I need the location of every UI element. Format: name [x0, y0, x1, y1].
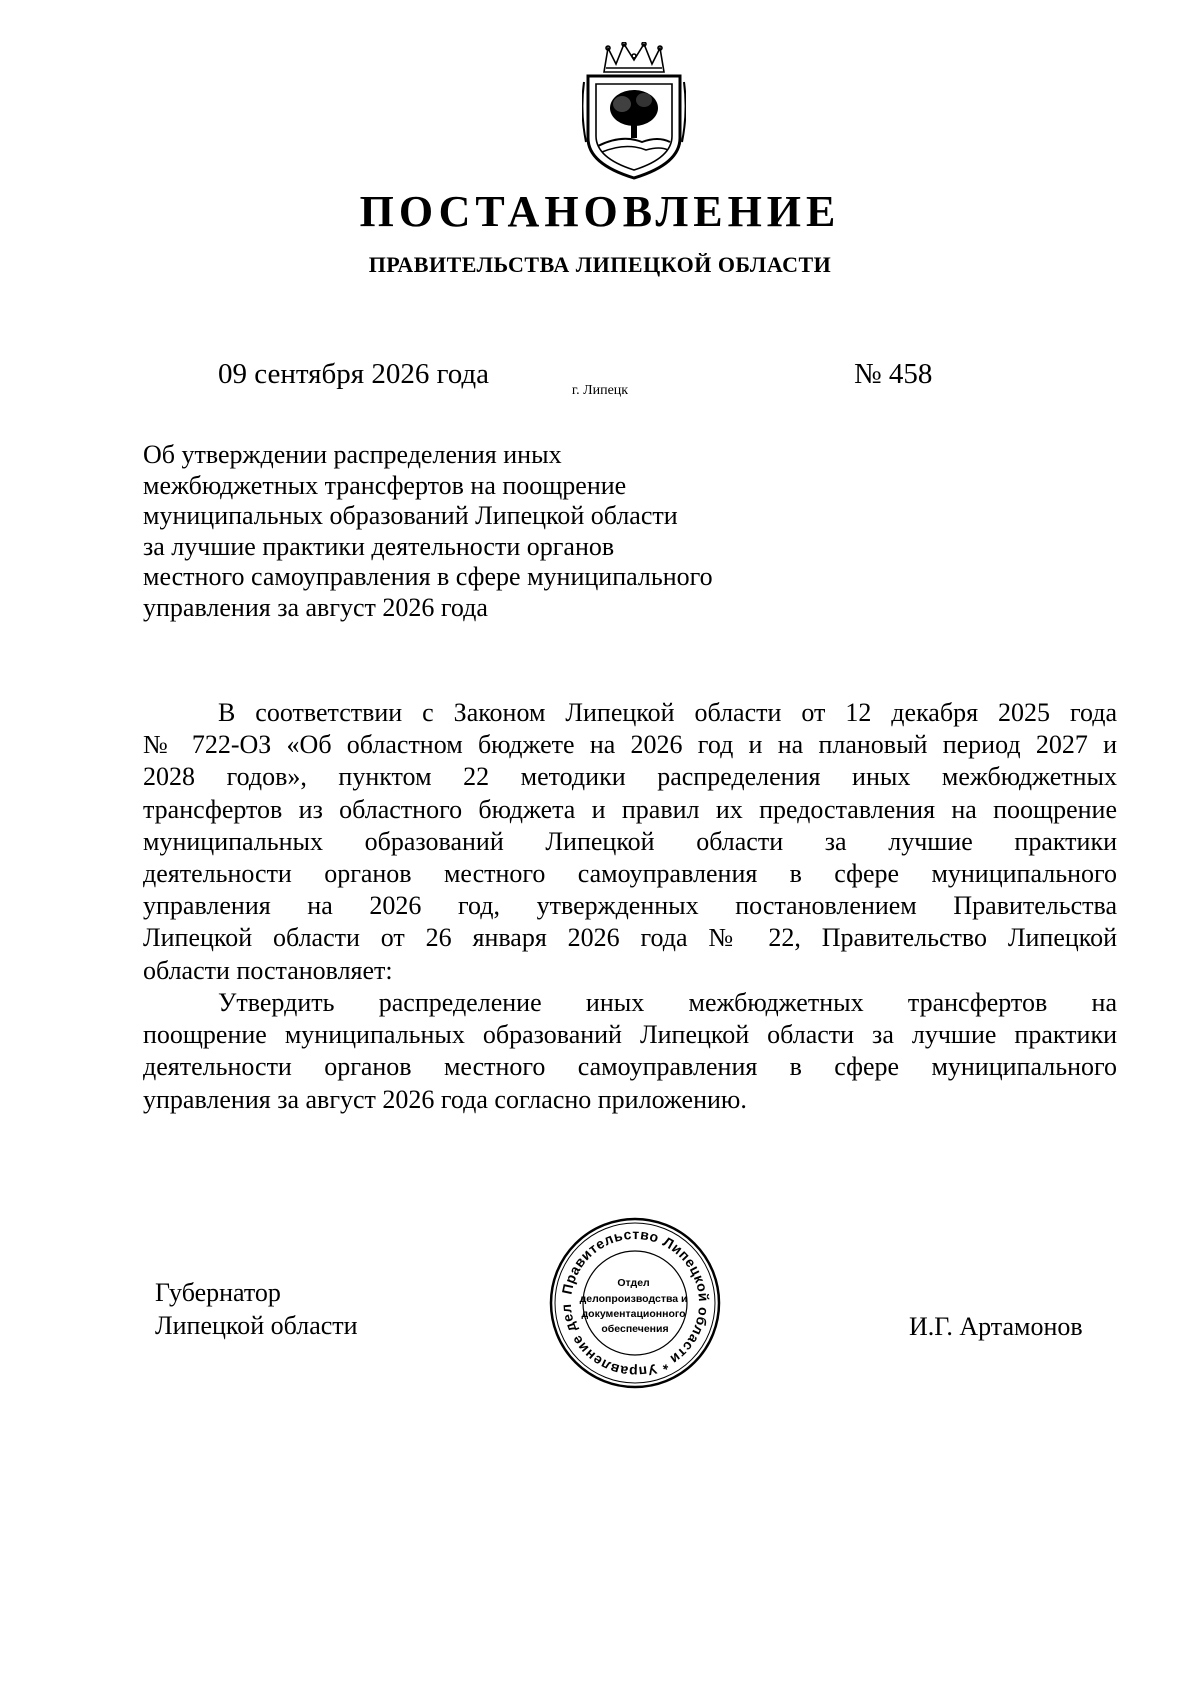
stamp-inner-line: обеспечения: [601, 1323, 669, 1335]
official-stamp: [548, 1216, 722, 1390]
stamp-inner-line: делопроизводства и: [579, 1293, 688, 1305]
paragraph-line: деятельности органов местного самоуправления в сфере муниципального: [143, 859, 1117, 889]
heading-line: межбюджетных трансфертов на поощрение: [143, 470, 627, 500]
paragraph-line: № 722-ОЗ «Об областном бюджете на 2026 год и на плановый период 2027 и: [143, 730, 1117, 760]
signatory-position-line: Липецкой области: [155, 1311, 358, 1340]
document-city: г. Липецк: [571, 383, 629, 398]
document-heading: [143, 440, 823, 623]
stamp-inner-line: Отдел: [617, 1277, 650, 1289]
heading-line: местного самоуправления в сфере муниципального: [143, 562, 713, 591]
svg-text:Отдел делопроизводства и: [580, 1277, 691, 1335]
document-number: № 458: [854, 358, 933, 390]
paragraph-line: деятельности органов местного самоуправления в сфере муниципального: [143, 1052, 1117, 1082]
paragraph-line: В соответствии с Законом Липецкой области от 12 декабря 2025 года: [218, 698, 1117, 727]
signatory-position-line: Губернатор: [155, 1278, 281, 1307]
stamp-inner-line: документационного: [581, 1308, 686, 1320]
heading-line: за лучшие практики деятельности органов: [143, 531, 615, 561]
document-subtitle: ПРАВИТЕЛЬСТВА ЛИПЕЦКОЙ ОБЛАСТИ: [368, 252, 832, 277]
signatory-name: И.Г. Артамонов: [909, 1312, 1083, 1341]
stamp-outer-text: Правительство Липецкой области * Управление дел: [557, 1225, 713, 1381]
document-title: ПОСТАНОВЛЕНИЕ: [359, 187, 841, 236]
paragraph-line: муниципальных образований Липецкой области за лучшие практики: [143, 826, 1117, 856]
paragraph-line: 2028 годов», пунктом 22 методики распределения иных межбюджетных: [143, 762, 1117, 792]
paragraph-line: управления за август 2026 года согласно приложению.: [143, 1084, 747, 1114]
body-paragraph-2: [143, 987, 1117, 1116]
heading-line: управления за август 2026 года: [143, 592, 488, 622]
document-date: 09 сентября 2026 года: [218, 358, 490, 390]
paragraph-line: поощрение муниципальных образований Липецкой области за лучшие практики: [143, 1020, 1117, 1050]
body-paragraph-1: [143, 697, 1117, 987]
paragraph-line: Утвердить распределение иных межбюджетных трансфертов на: [218, 988, 1117, 1017]
heading-line: Об утверждении распределения иных: [143, 440, 562, 469]
paragraph-line: трансфертов из областного бюджета и правил их предоставления на поощрение: [143, 794, 1117, 824]
paragraph-line: области постановляет:: [143, 955, 393, 985]
heading-line: муниципальных образований Липецкой области: [143, 501, 678, 530]
paragraph-line: Липецкой области от 26 января 2026 года № 22, Правительство Липецкой: [143, 923, 1117, 953]
coat-of-arms-emblem: [582, 42, 686, 182]
paragraph-line: управления на 2026 год, утвержденных постановлением Правительства: [143, 891, 1117, 921]
signatory-position: [155, 1276, 358, 1342]
